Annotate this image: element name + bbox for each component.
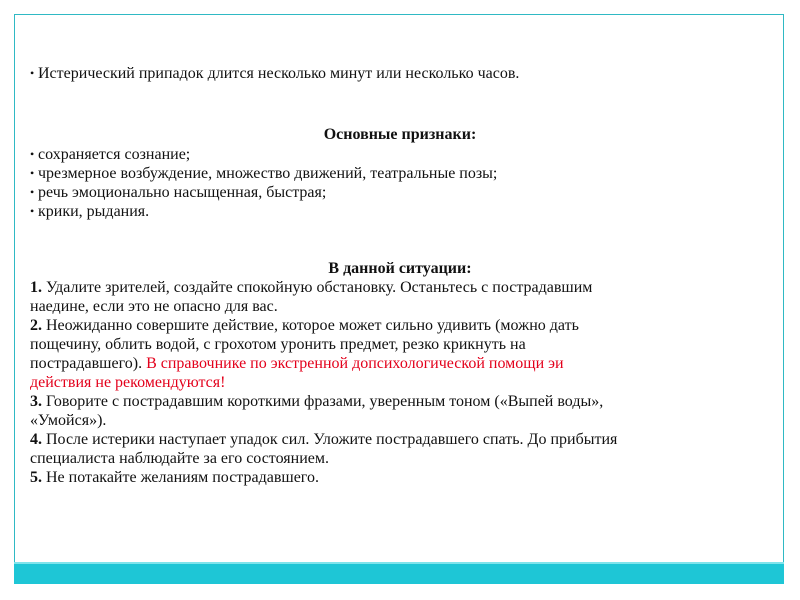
warning-text: действия не рекомендуются! — [30, 374, 226, 391]
step-5 — [30, 468, 770, 487]
step-text: Удалите зрителей, создайте спокойную обстановку. Останьтесь с пострадавшим — [42, 279, 593, 296]
step-4 — [30, 430, 770, 468]
sign-item — [30, 164, 770, 183]
step-text: Не потакайте желаниям пострадавшего. — [42, 469, 319, 486]
sign-item-text: крики, рыдания. — [38, 203, 150, 220]
step-1 — [30, 278, 770, 316]
sign-item-text: речь эмоционально насыщенная, быстрая; — [38, 184, 327, 201]
warning-text: В справочнике по экстренной допсихологической помощи эи — [142, 355, 564, 372]
step-text: Говорите с пострадавшим короткими фразами, уверенным тоном («Выпей воды», — [42, 393, 604, 410]
step-number: 5. — [30, 469, 42, 486]
sign-item — [30, 145, 770, 164]
step-text: специалиста наблюдайте за его состоянием. — [30, 450, 329, 467]
step-text: Неожиданно совершите действие, которое может сильно удивить (можно дать — [42, 317, 579, 334]
slide-content — [30, 60, 770, 487]
step-number: 2. — [30, 317, 42, 334]
sign-item — [30, 202, 770, 221]
step-text: наедине, если это не опасно для вас. — [30, 298, 278, 315]
signs-heading: Основные признаки: — [323, 126, 477, 143]
step-text: «Умойся»). — [30, 412, 107, 429]
step-text: После истерики наступает упадок сил. Уложите пострадавшего спать. До прибытия — [42, 431, 618, 448]
step-number: 3. — [30, 393, 42, 410]
intro-bullet — [30, 64, 770, 83]
step-3 — [30, 392, 770, 430]
bullet-icon: • — [30, 204, 35, 218]
step-2 — [30, 316, 770, 392]
intro-text: Истерический припадок длится несколько минут или несколько часов. — [38, 65, 520, 82]
sign-item-text: чрезмерное возбуждение, множество движений, театральные позы; — [38, 165, 498, 182]
step-text: пощечину, облить водой, с грохотом уронить предмет, резко крикнуть на — [30, 336, 526, 353]
slide-bottom-bar — [14, 562, 784, 584]
sign-item-text: сохраняется сознание; — [38, 146, 191, 163]
step-text: пострадавшего). — [30, 355, 143, 372]
step-number: 1. — [30, 279, 42, 296]
sign-item — [30, 183, 770, 202]
bullet-icon: • — [30, 166, 35, 180]
step-number: 4. — [30, 431, 42, 448]
bullet-icon: • — [30, 66, 35, 80]
bullet-icon: • — [30, 147, 35, 161]
situation-heading: В данной ситуации: — [328, 260, 472, 277]
bullet-icon: • — [30, 185, 35, 199]
